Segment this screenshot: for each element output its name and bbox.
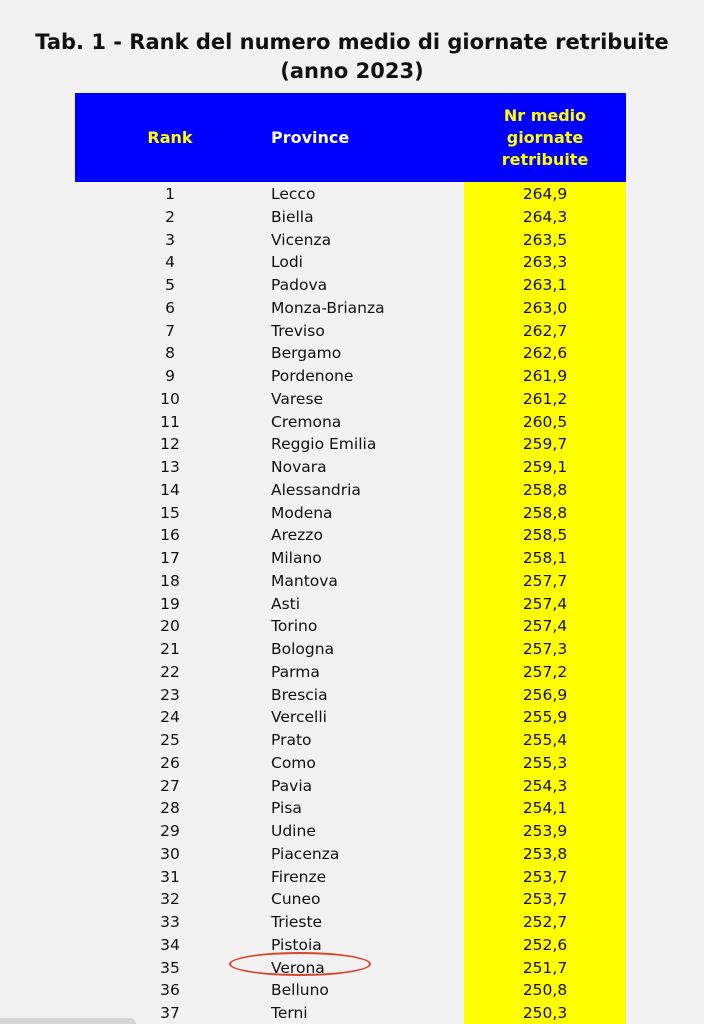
province-cell: Vercelli [271, 708, 327, 727]
value-cell: 255,3 [522, 753, 568, 772]
province-cell: Monza-Brianza [271, 298, 385, 317]
rank-cell: 33 [160, 913, 180, 931]
rank-cell: 34 [160, 935, 180, 954]
table-row [75, 455, 626, 478]
province-cell: Mantova [271, 571, 338, 590]
province-cell: Arezzo [271, 526, 323, 545]
value-cell: 264,3 [522, 207, 568, 226]
rank-cell: 22 [160, 662, 180, 681]
province-cell: Treviso [271, 321, 325, 340]
table-row [75, 660, 626, 683]
rank-cell: 15 [160, 503, 180, 522]
value-cell: 250,8 [522, 981, 568, 1000]
province-cell: Parma [271, 662, 320, 681]
value-cell: 258,5 [522, 526, 568, 545]
rank-cell: 12 [160, 435, 180, 454]
province-cell: Prato [271, 731, 312, 749]
table-row [75, 569, 626, 592]
table-row [75, 364, 626, 387]
value-cell: 259,7 [522, 435, 568, 454]
rank-cell: 6 [165, 298, 175, 317]
province-cell: Pisa [271, 799, 302, 818]
province-cell: Firenze [271, 867, 327, 886]
value-cell: 250,3 [522, 1004, 568, 1022]
rank-cell: 3 [165, 230, 175, 249]
table-row [75, 728, 626, 751]
province-cell: Novara [271, 458, 327, 476]
value-cell: 263,3 [522, 253, 568, 272]
value-cell: 255,4 [522, 731, 568, 749]
header-value [464, 93, 626, 182]
header-value-line-3: retribuite [501, 149, 589, 169]
province-cell: Lecco [271, 185, 316, 203]
table-row [75, 614, 626, 637]
table-row [75, 705, 626, 728]
rank-cell: 1 [165, 185, 175, 203]
province-cell: Lodi [271, 253, 303, 272]
value-cell: 253,8 [522, 844, 568, 863]
table-row [75, 933, 626, 956]
table-row [75, 228, 626, 251]
province-cell: Padova [271, 276, 328, 294]
rank-cell: 19 [160, 594, 180, 613]
value-cell: 258,8 [522, 503, 568, 522]
province-cell: Biella [271, 207, 314, 226]
header-value-line-1: Nr medio [503, 105, 587, 125]
table-row [75, 819, 626, 842]
value-cell: 258,1 [522, 549, 568, 567]
rank-cell: 14 [160, 480, 180, 499]
table-row [75, 956, 626, 979]
header-rank: Rank [147, 128, 193, 147]
rank-cell: 32 [160, 890, 180, 909]
table-row [75, 250, 626, 273]
table-row [75, 273, 626, 296]
table-row [75, 410, 626, 433]
table-row [75, 501, 626, 524]
value-cell: 254,3 [522, 776, 568, 795]
table-row [75, 182, 626, 205]
rank-cell: 9 [165, 367, 175, 385]
table-row [75, 774, 626, 797]
rank-cell: 26 [160, 753, 180, 772]
value-cell: 263,1 [522, 276, 568, 294]
value-cell: 252,7 [522, 913, 568, 931]
rank-cell: 27 [160, 776, 180, 795]
table-row [75, 319, 626, 342]
rank-cell: 18 [160, 571, 180, 590]
header-value-line-2: giornate [506, 127, 584, 147]
province-cell: Cuneo [271, 890, 321, 909]
ranking-table [75, 93, 626, 1024]
rank-cell: 35 [160, 958, 180, 977]
title-line-1: Tab. 1 - Rank del numero medio di giornate retribuite [35, 30, 669, 54]
table-row [75, 1001, 626, 1024]
value-cell: 260,5 [522, 412, 568, 431]
title-line-2: (anno 2023) [280, 59, 424, 83]
table-row [75, 637, 626, 660]
value-cell: 253,7 [522, 867, 568, 886]
province-cell: Trieste [271, 913, 323, 931]
rank-cell: 29 [160, 822, 180, 840]
table-row [75, 478, 626, 501]
province-cell: Como [271, 753, 316, 772]
province-cell: Terni [271, 1004, 308, 1022]
value-cell: 259,1 [522, 458, 568, 476]
rank-cell: 36 [160, 981, 180, 1000]
header-province: Province [271, 128, 350, 147]
rank-cell: 28 [160, 799, 180, 818]
table-header [75, 93, 626, 182]
table-row [75, 865, 626, 888]
value-cell: 257,2 [522, 662, 568, 681]
province-cell: Milano [271, 549, 322, 567]
table-row [75, 523, 626, 546]
table-row [75, 887, 626, 910]
province-cell: Verona [271, 958, 325, 977]
rank-cell: 2 [165, 207, 175, 226]
rank-cell: 10 [160, 389, 180, 408]
rank-cell: 17 [160, 549, 180, 567]
table-row [75, 592, 626, 615]
value-cell: 253,9 [522, 822, 568, 840]
province-cell: Bergamo [271, 344, 342, 363]
table-row [75, 341, 626, 364]
table-row [75, 432, 626, 455]
province-cell: Udine [271, 822, 316, 840]
table-row [75, 796, 626, 819]
province-cell: Varese [271, 389, 324, 408]
value-cell: 253,7 [522, 890, 568, 909]
value-cell: 263,0 [522, 298, 568, 317]
table-body [75, 182, 626, 1024]
table-row [75, 683, 626, 706]
rank-cell: 5 [165, 276, 175, 294]
province-cell: Pavia [271, 776, 313, 795]
value-cell: 261,2 [522, 389, 568, 408]
value-cell: 261,9 [522, 367, 568, 385]
rank-cell: 16 [160, 526, 180, 545]
province-cell: Cremona [271, 412, 342, 431]
rank-cell: 20 [160, 617, 180, 636]
horizontal-scrollbar[interactable] [0, 1018, 136, 1024]
table-row [75, 978, 626, 1001]
value-cell: 255,9 [522, 708, 568, 727]
province-cell: Asti [271, 594, 301, 613]
province-cell: Belluno [271, 981, 329, 1000]
value-cell: 257,4 [522, 617, 568, 636]
province-cell: Pistoia [271, 935, 322, 954]
province-cell: Reggio Emilia [271, 435, 377, 454]
value-cell: 254,1 [522, 799, 568, 818]
rank-cell: 30 [160, 844, 180, 863]
province-cell: Vicenza [271, 230, 332, 249]
rank-cell: 24 [160, 708, 180, 727]
rank-cell: 21 [160, 640, 180, 658]
rank-cell: 4 [165, 253, 175, 272]
table-row [75, 842, 626, 865]
province-cell: Brescia [271, 685, 328, 704]
rank-cell: 11 [160, 412, 180, 431]
rank-cell: 7 [165, 321, 175, 340]
value-cell: 251,7 [522, 958, 568, 977]
value-cell: 256,9 [522, 685, 568, 704]
value-cell: 263,5 [522, 230, 568, 249]
table-row [75, 296, 626, 319]
table-row [75, 751, 626, 774]
value-cell: 264,9 [522, 185, 568, 203]
table-row [75, 387, 626, 410]
value-cell: 257,3 [522, 640, 568, 658]
value-cell: 262,7 [522, 321, 568, 340]
value-cell: 262,6 [522, 344, 568, 363]
rank-cell: 37 [160, 1004, 180, 1022]
value-cell: 258,8 [522, 480, 568, 499]
table-row [75, 546, 626, 569]
value-cell: 257,7 [522, 571, 568, 590]
province-cell: Modena [271, 503, 333, 522]
rank-cell: 23 [160, 685, 180, 704]
value-cell: 257,4 [522, 594, 568, 613]
province-cell: Torino [271, 617, 318, 636]
rank-cell: 13 [160, 458, 180, 476]
province-cell: Bologna [271, 640, 335, 658]
rank-cell: 8 [165, 344, 175, 363]
rank-cell: 25 [160, 731, 180, 749]
table-row [75, 910, 626, 933]
province-cell: Pordenone [271, 367, 354, 385]
table-row [75, 205, 626, 228]
table-title [0, 28, 704, 86]
rank-cell: 31 [160, 867, 180, 886]
province-cell: Piacenza [271, 844, 340, 863]
value-cell: 252,6 [522, 935, 568, 954]
province-cell: Alessandria [271, 480, 361, 499]
